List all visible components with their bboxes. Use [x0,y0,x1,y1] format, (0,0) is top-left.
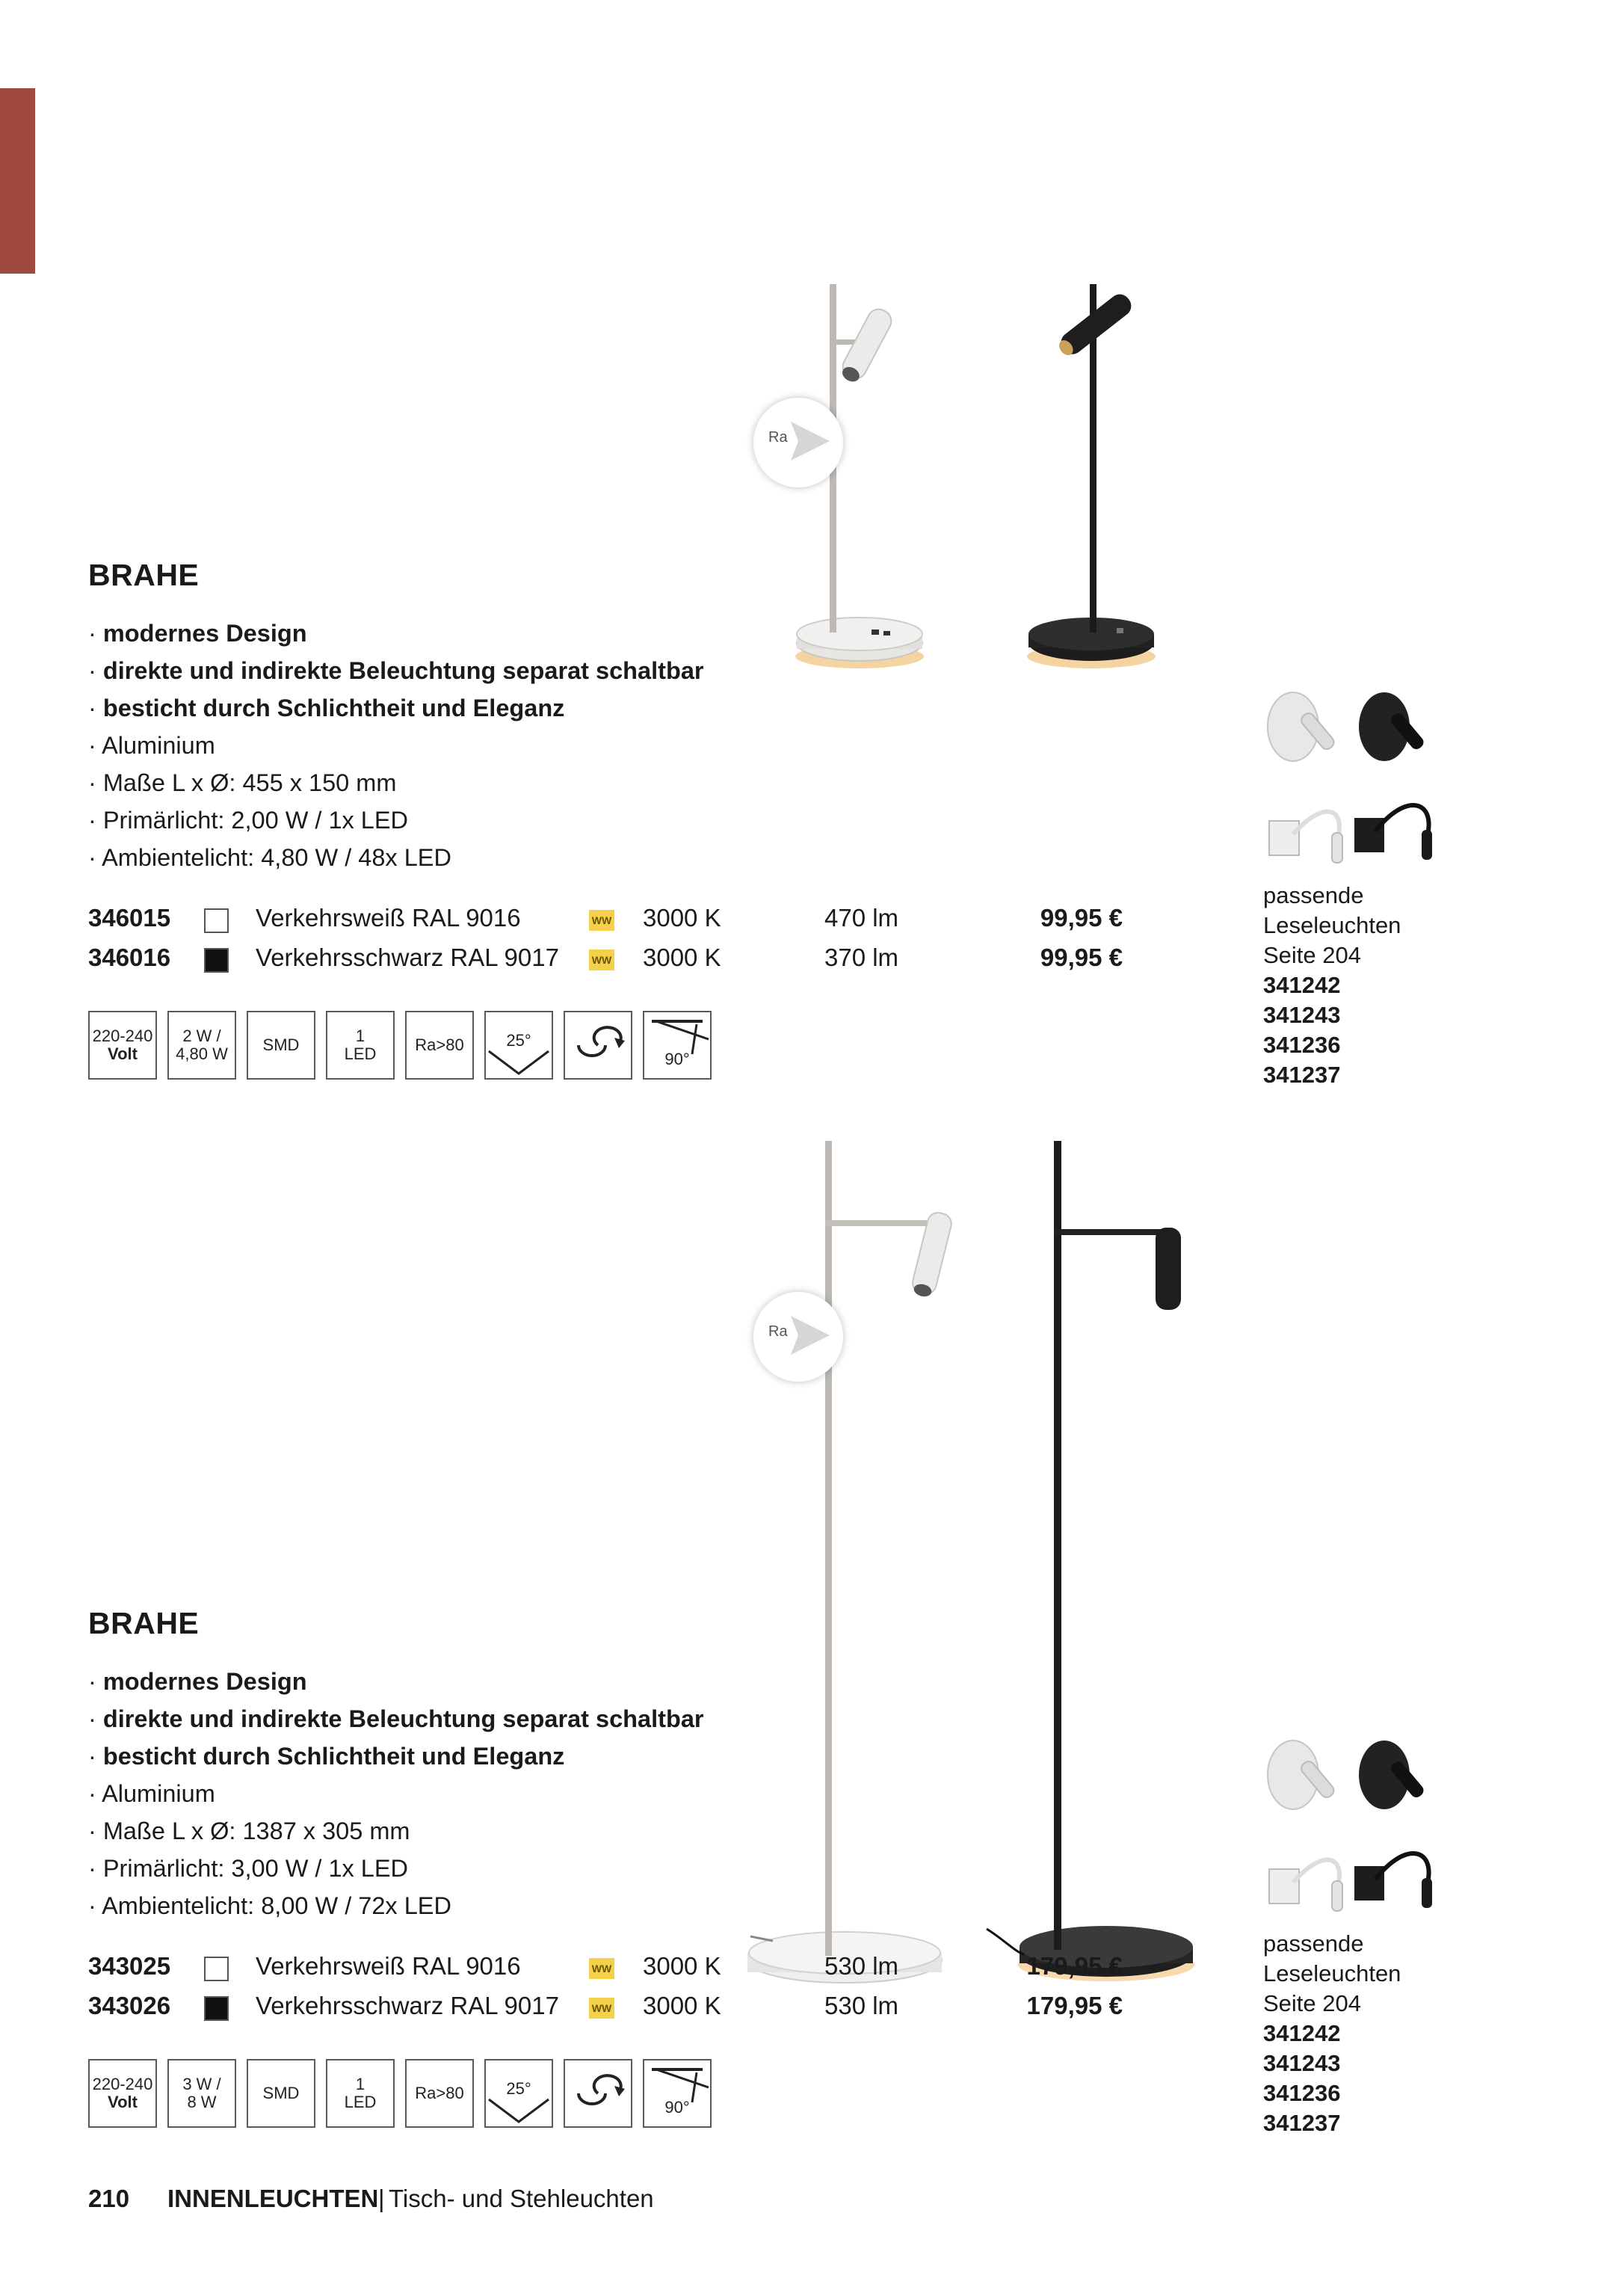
feature-item: · Ambientelicht: 4,80 W / 48x LED [88,844,451,871]
color-name: Verkehrsschwarz RAL 9017 [256,944,559,971]
price: 179,95 € [1026,1992,1123,2019]
color-name: Verkehrsweiß RAL 9016 [256,1952,521,1980]
led-count-icon: 1 LED [326,2059,395,2128]
product-title: BRAHE [88,1606,200,1640]
accessory-number: 341236 [1263,2080,1341,2106]
lumen: 370 lm [824,944,899,971]
led-count-icon: 1 LED [326,1011,395,1080]
article-number: 346016 [88,944,171,971]
feature-item: · modernes Design [88,1668,307,1695]
smd-icon: SMD [247,2059,315,2128]
feature-item: · modernes Design [88,620,307,647]
color-swatch [204,1996,229,2021]
feature-item: · direkte und indirekte Beleuchtung separat schaltbar [88,657,704,684]
color-swatch [204,948,229,973]
table-lamp-black-image [1024,277,1188,680]
accessory-number: 341243 [1263,2050,1341,2076]
color-name: Verkehrsweiß RAL 9016 [256,904,521,932]
color-swatch [204,908,229,933]
floor-lamp-black-image [979,1138,1203,2005]
accessory-number: 341242 [1263,972,1341,998]
tilt-angle-icon: 90° [643,1011,712,1080]
feature-item: · Ambientelicht: 8,00 W / 72x LED [88,1892,451,1919]
reading-lamp-thumbnails [1263,1736,1458,1923]
feature-item: · Maße L x Ø: 1387 x 305 mm [88,1818,410,1844]
accessory-number: 341237 [1263,1062,1341,1088]
color-temperature: 3000 K [643,904,721,932]
beam-angle-icon: 25° [484,1011,553,1080]
accessory-number: 341243 [1263,1002,1341,1028]
lumen: 470 lm [824,904,899,932]
lumen: 530 lm [824,1992,899,2019]
feature-item: · Primärlicht: 3,00 W / 1x LED [88,1855,409,1882]
rotatable-icon [564,1011,632,1080]
feature-item: · direkte und indirekte Beleuchtung separat schaltbar [88,1705,704,1732]
page-number: 210 [88,2185,130,2212]
footer-separator: | [378,2185,385,2212]
article-number: 343025 [88,1952,171,1980]
accessory-info: passende Leseleuchten Seite 204 341242 341243 341236 341237 [1263,1929,1401,2138]
feature-item: · Aluminium [88,732,215,759]
accessory-number: 341236 [1263,1032,1341,1058]
price: 179,95 € [1026,1952,1123,1980]
price: 99,95 € [1040,904,1123,932]
color-temperature: 3000 K [643,1952,721,1980]
tilt-angle-icon: 90° [643,2059,712,2128]
lumen: 530 lm [824,1952,899,1980]
floor-lamp-white-image [747,1138,972,2005]
variant-row [88,904,1123,941]
ra-badge-label: Ra [768,1323,788,1340]
color-temperature: 3000 K [643,944,721,971]
page-footer [88,2185,654,2213]
ra-badge [753,398,843,487]
wattage-icon: 2 W / 4,80 W [167,1011,236,1080]
article-number: 346015 [88,904,171,932]
smd-icon: SMD [247,1011,315,1080]
footer-subcategory: Tisch- und Stehleuchten [389,2185,654,2212]
reading-lamp-thumbnails [1263,688,1458,875]
warm-white-icon: WW [589,1998,614,2019]
feature-item: · besticht durch Schlichtheit und Eleganz [88,695,565,721]
footer-category: INNENLEUCHTEN [167,2185,379,2212]
ra-badge [753,1292,843,1382]
ra-badge-label: Ra [768,429,788,446]
voltage-icon: 220-240 Volt [88,1011,157,1080]
feature-item: · Maße L x Ø: 455 x 150 mm [88,769,397,796]
article-number: 343026 [88,1992,171,2019]
color-temperature: 3000 K [643,1992,721,2019]
product-title: BRAHE [88,558,200,592]
accessory-info: passende Leseleuchten Seite 204 341242 341243 341236 341237 [1263,881,1401,1090]
voltage-icon: 220-240 Volt [88,2059,157,2128]
warm-white-icon: WW [589,910,614,931]
variant-row [88,944,1123,981]
feature-list [88,1663,704,1924]
cri-icon: Ra>80 [405,1011,474,1080]
accessory-number: 341242 [1263,2020,1341,2046]
cri-icon: Ra>80 [405,2059,474,2128]
price: 99,95 € [1040,944,1123,971]
warm-white-icon: WW [589,1958,614,1979]
color-swatch [204,1957,229,1981]
warm-white-icon: WW [589,950,614,970]
feature-item: · Aluminium [88,1780,215,1807]
chapter-tab [0,88,35,274]
color-name: Verkehrsschwarz RAL 9017 [256,1992,559,2019]
beam-angle-icon: 25° [484,2059,553,2128]
variant-row [88,1992,1123,2029]
feature-item: · Primärlicht: 2,00 W / 1x LED [88,807,409,834]
wattage-icon: 3 W / 8 W [167,2059,236,2128]
accessory-number: 341237 [1263,2110,1341,2136]
variant-row [88,1952,1123,1989]
feature-list [88,615,704,876]
rotatable-icon [564,2059,632,2128]
feature-item: · besticht durch Schlichtheit und Eleganz [88,1743,565,1770]
